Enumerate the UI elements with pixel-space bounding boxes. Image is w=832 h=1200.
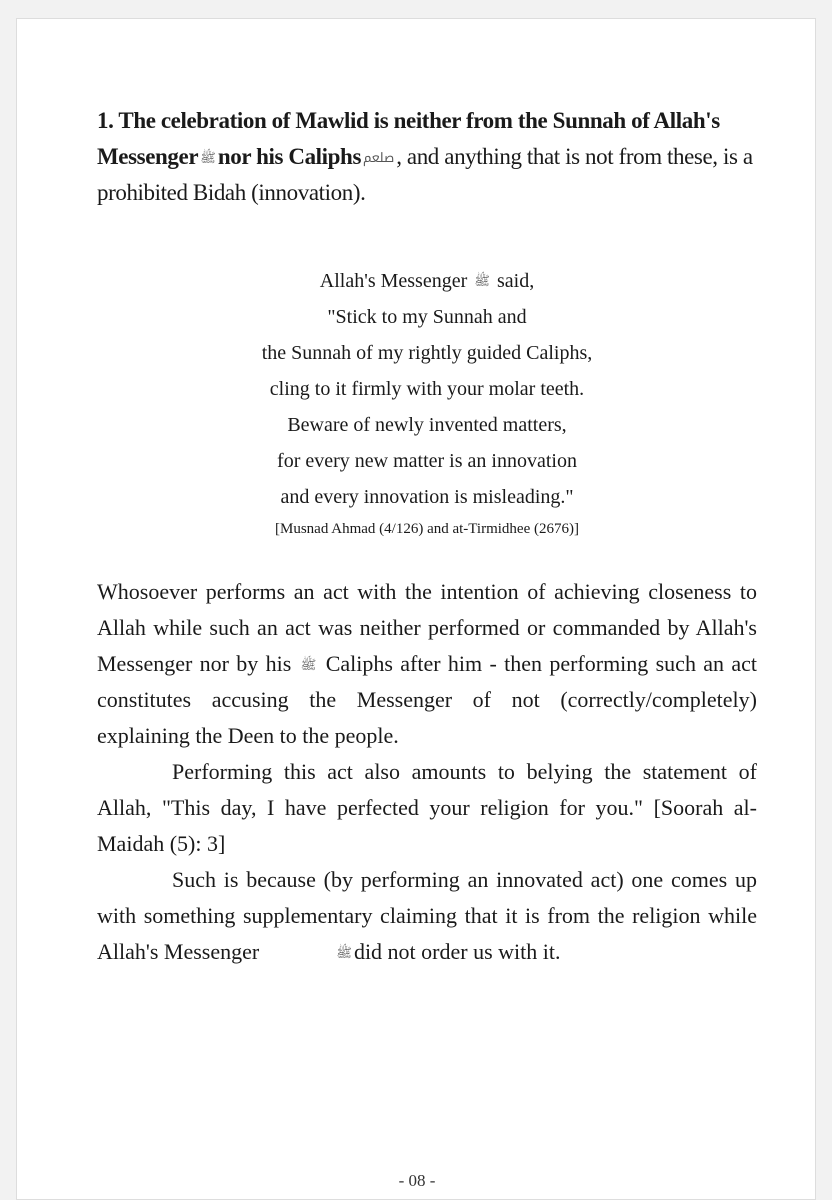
caliph-honorific-icon: ﷵ xyxy=(363,150,395,165)
quote-line: Allah's Messenger ﷺ said, xyxy=(319,270,535,292)
hadith-quote xyxy=(97,263,757,541)
quote-line: for every new matter is an innovation xyxy=(277,450,577,472)
quote-reference: [Musnad Ahmad (4/126) and at-Tirmidhee (2676)] xyxy=(275,521,579,537)
salutation-icon: ﷺ xyxy=(474,273,490,288)
section-heading xyxy=(97,103,757,211)
quote-line: the Sunnah of my rightly guided Caliphs, xyxy=(261,342,593,364)
paragraph-3: Such is because (by performing an innovated act) one comes up with something supplementary claiming that it is from the religion while Allah's Messenger ﷺdid not order us with it. xyxy=(97,867,757,964)
heading-text-part3: , and anything that is not from these, is a prohibited Bidah (innovation). xyxy=(97,144,753,205)
page-number: - 08 - xyxy=(398,1171,436,1190)
paragraph-1: Whosoever performs an act with the intention of achieving closeness to Allah while such an act was neither performed or commanded by Allah's Messenger nor by his ﷺ Caliphs after him - then performing such an act constitutes accusing the Messenger of not (correctly/completely) explaining the Deen to the people. xyxy=(97,579,758,748)
heading-text-part2: nor his Caliphs xyxy=(217,144,362,169)
salutation-icon: ﷺ xyxy=(300,657,317,672)
salutation-icon: ﷺ xyxy=(336,945,352,960)
body-text xyxy=(97,574,757,970)
quote-line: and every innovation is misleading." xyxy=(280,486,574,508)
salutation-icon: ﷺ xyxy=(200,150,216,165)
document-page xyxy=(16,18,816,1200)
quote-line: Beware of newly invented matters, xyxy=(287,414,567,436)
quote-line: cling to it firmly with your molar teeth. xyxy=(269,378,585,400)
quote-line: "Stick to my Sunnah and xyxy=(327,306,527,328)
heading-text-part1: 1. The celebration of Mawlid is neither from the Sunnah of Allah's Messenger xyxy=(97,108,720,169)
paragraph-2: Performing this act also amounts to belying the statement of Allah, "This day, I have perfected your religion for you." [Soorah al-Maidah (5): 3] xyxy=(97,759,757,856)
